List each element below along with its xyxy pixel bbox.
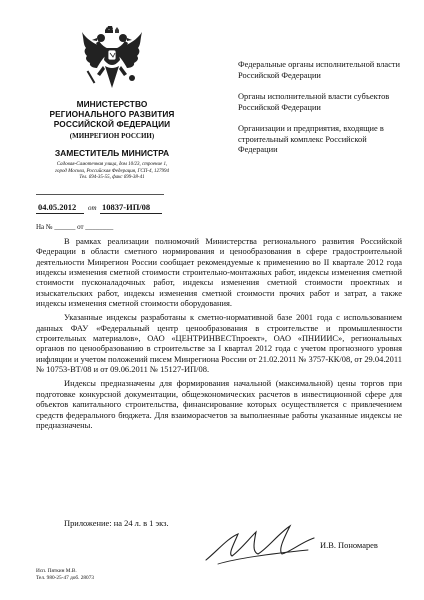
reply-to-line: На № ______ от ________ [36,223,114,231]
date-underline [36,213,84,214]
addressee-item: Организации и предприятия, входящие в строительный комплекс Российской Федерации [238,124,384,154]
letter-body [36,236,402,434]
ministry-short-name: (МИНРЕГИОН РОССИИ) [69,132,155,140]
body-paragraph: Индексы предназначены для формирования начальной (максимальной) цены торгов при подготовке конкурсной документации, общеэкономических расчетов в инвестиционной сфере для объектов капитального строительства, финансирование которых осуществляется с привлечением средств федерального бюджета. Для взаиморасчетов за выполненные работы указанные индексы не предназначены. [36,378,402,430]
ministry-address: Садовая-Самотечная улица, дом 10/23, строение 1, город Москва, Российская Федерация, ГСП-4, 127994 Тел. 694-35-55, факс 699-38-41 [55,162,169,180]
double-headed-eagle-icon [81,26,143,92]
deputy-minister-title: ЗАМЕСТИТЕЛЬ МИНИСТРА [54,148,170,158]
body-paragraph: Указанные индексы разработаны к сметно-нормативной базе 2001 года с использованием данных ФАУ «Федеральный центр ценообразования в строительстве и промышленности строительных материалов», ОАО «ЦЕНТРИНВЕСТпроект», ОАО «ПНИИИС», региональных органов по ценообразованию в строительстве за I квартал 2012 года с учетом прогнозного уровня инфляции и учетом положений писем Минрегиона России от 21.02.2011 № 3757-КК/08, от 29.04.2011 № 10753-ВТ/08 и от 09.06.2011 № 15127-ИП/08. [36,312,402,375]
letter-ot-label: от [88,204,97,212]
addressee-item: Федеральные органы исполнительной власти Российской Федерации [238,60,400,80]
signature-icon [198,520,318,574]
attachment-note: Приложение: на 24 л. в 1 экз. [64,518,169,528]
number-underline [100,213,162,214]
addressee-item: Органы исполнительной власти субъектов Российской Федерации [238,92,390,112]
letterhead [22,26,202,182]
addressees [238,60,404,167]
signer-name: И.В. Пономарев [320,540,378,550]
body-paragraph: В рамках реализации полномочий Министерства регионального развития Российской Федерации в области сметного нормирования и ценообразования в сфере градостроительной деятельности Минрегион России сообщает рекомендуемые к применению во II квартале 2012 года индексы изменения сметной стоимости строительно-монтажных работ, индексы изменения сметной стоимости пусконаладочных работ, индексы изменения сметной стоимости проектных и изыскательских работ, индексы изменения сметной стоимости прочих работ и затрат, а также индексы изменения сметной стоимости оборудования. [36,236,402,309]
letter-date: 04.05.2012 [38,202,77,212]
letter-number: 10837-ИП/08 [102,202,151,212]
executor-info: Исп. Пяткин М.В. Тел. 980-25-47 доб. 28073 [36,568,94,581]
ministry-name: МИНИСТЕРСТВО РЕГИОНАЛЬНОГО РАЗВИТИЯ РОССИЙСКОЙ ФЕДЕРАЦИИ [49,99,175,129]
divider [36,194,164,195]
